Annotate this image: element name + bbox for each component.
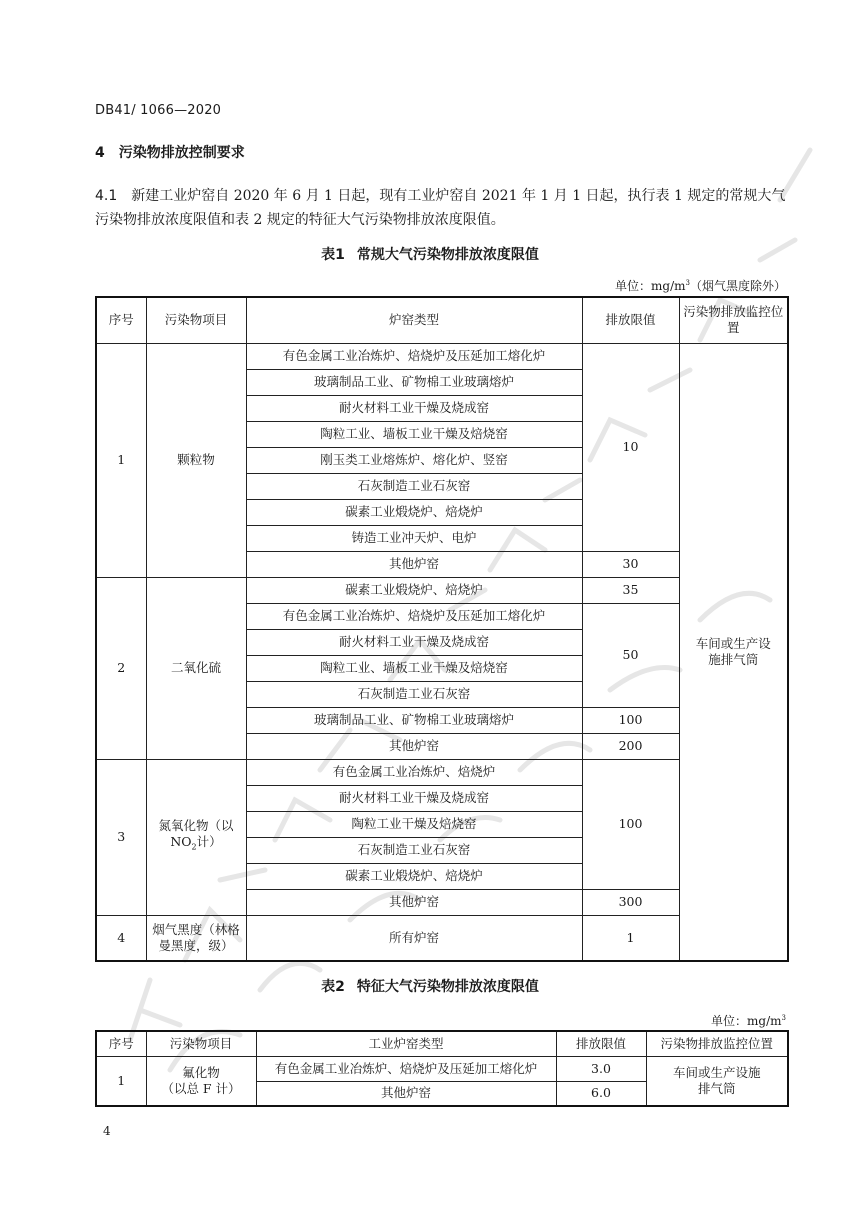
pollutant-cell: 颗粒物 bbox=[146, 343, 246, 577]
monitor-cell: 车间或生产设施排气筒 bbox=[679, 343, 788, 961]
kiln-cell: 石灰制造工业石灰窑 bbox=[246, 837, 582, 863]
kiln-cell: 有色金属工业冶炼炉、焙烧炉及压延加工熔化炉 bbox=[246, 603, 582, 629]
table1 bbox=[95, 296, 789, 962]
header-monitor: 污染物排放监控位置 bbox=[679, 297, 788, 343]
kiln-cell: 刚玉类工业熔炼炉、熔化炉、竖窑 bbox=[246, 447, 582, 473]
limit-cell: 100 bbox=[582, 707, 679, 733]
limit-cell: 35 bbox=[582, 577, 679, 603]
clause-4-1 bbox=[95, 184, 787, 232]
kiln-cell: 碳素工业煅烧炉、焙烧炉 bbox=[246, 863, 582, 889]
table2 bbox=[95, 1030, 789, 1107]
table2-label: 表2 bbox=[321, 979, 345, 995]
pollutant-cell bbox=[146, 1056, 256, 1106]
kiln-cell: 碳素工业煅烧炉、焙烧炉 bbox=[246, 499, 582, 525]
table-header-row bbox=[96, 1031, 788, 1056]
table2-unit-note: 单位：$mg/m^3$ bbox=[711, 1014, 786, 1028]
limit-cell: 3.0 bbox=[556, 1056, 646, 1081]
pollutant-line: 氮氧化物（以 bbox=[158, 818, 234, 834]
table1-label: 表1 bbox=[321, 247, 345, 263]
kiln-cell: 陶粒工业、墙板工业干燥及焙烧窑 bbox=[246, 655, 582, 681]
pollutant-cell: 二氧化硫 bbox=[146, 577, 246, 759]
kiln-cell: 铸造工业冲天炉、电炉 bbox=[246, 525, 582, 551]
header-limit: 排放限值 bbox=[582, 297, 679, 343]
table-header-row bbox=[96, 297, 788, 343]
kiln-cell: 陶粒工业、墙板工业干燥及焙烧窑 bbox=[246, 421, 582, 447]
document-id: DB41/ 1066—2020 bbox=[95, 103, 222, 118]
page-number: 4 bbox=[103, 1124, 111, 1138]
kiln-cell: 玻璃制品工业、矿物棉工业玻璃熔炉 bbox=[246, 369, 582, 395]
pollutant-line: 曼黑度，级） bbox=[158, 937, 234, 953]
table2-title: 特征大气污染物排放浓度限值 bbox=[356, 979, 539, 995]
limit-cell: 6.0 bbox=[556, 1081, 646, 1106]
seq-cell: 4 bbox=[96, 915, 146, 961]
table1-title: 常规大气污染物排放浓度限值 bbox=[356, 247, 539, 263]
seq-cell: 1 bbox=[96, 343, 146, 577]
kiln-cell: 陶粒工业干燥及焙烧窑 bbox=[246, 811, 582, 837]
kiln-cell: 石灰制造工业石灰窑 bbox=[246, 473, 582, 499]
kiln-cell: 碳素工业煅烧炉、焙烧炉 bbox=[246, 577, 582, 603]
seq-cell: 2 bbox=[96, 577, 146, 759]
monitor-cell bbox=[646, 1056, 788, 1106]
table-row bbox=[96, 343, 788, 369]
limit-cell: 30 bbox=[582, 551, 679, 577]
pollutant-line: $NO_2$计） bbox=[170, 834, 222, 852]
table2-caption bbox=[0, 976, 860, 996]
header-pollutant: 污染物项目 bbox=[146, 1031, 256, 1056]
pollutant-line: （以总 F 计） bbox=[161, 1080, 241, 1096]
kiln-cell: 玻璃制品工业、矿物棉工业玻璃熔炉 bbox=[246, 707, 582, 733]
pollutant-line: 氟化物 bbox=[182, 1064, 220, 1080]
section-heading bbox=[95, 142, 245, 162]
limit-cell: 1 bbox=[582, 915, 679, 961]
limit-cell: 200 bbox=[582, 733, 679, 759]
header-kiln-type: 工业炉窑类型 bbox=[256, 1031, 556, 1056]
table1-unit-note: 单位：$mg/m^3$（烟气黑度除外） bbox=[615, 279, 786, 293]
header-pollutant: 污染物项目 bbox=[146, 297, 246, 343]
limit-cell: 300 bbox=[582, 889, 679, 915]
pollutant-line: 烟气黑度（林格 bbox=[152, 921, 240, 937]
kiln-cell: 有色金属工业冶炼炉、焙烧炉 bbox=[246, 759, 582, 785]
clause-text: 新建工业炉窑自 2020 年 6 月 1 日起，现有工业炉窑自 2021 年 1 月 1 日起，执行表 1 规定的常规大气污染物排放浓度限值和表 2 规定的特征大气污染物排放浓度限值。 bbox=[95, 188, 786, 228]
kiln-cell: 有色金属工业冶炼炉、焙烧炉及压延加工熔化炉 bbox=[256, 1056, 556, 1081]
kiln-cell: 其他炉窑 bbox=[256, 1081, 556, 1106]
kiln-cell: 所有炉窑 bbox=[246, 915, 582, 961]
kiln-cell: 耐火材料工业干燥及烧成窑 bbox=[246, 395, 582, 421]
kiln-cell: 有色金属工业冶炼炉、焙烧炉及压延加工熔化炉 bbox=[246, 343, 582, 369]
kiln-cell: 其他炉窑 bbox=[246, 551, 582, 577]
table-row bbox=[96, 1056, 788, 1081]
pollutant-cell bbox=[146, 759, 246, 915]
limit-cell: 50 bbox=[582, 603, 679, 707]
monitor-line: 车间或生产设施 bbox=[672, 1064, 761, 1080]
header-limit: 排放限值 bbox=[556, 1031, 646, 1056]
seq-cell: 3 bbox=[96, 759, 146, 915]
header-seq: 序号 bbox=[96, 297, 146, 343]
limit-cell: 10 bbox=[582, 343, 679, 551]
kiln-cell: 其他炉窑 bbox=[246, 733, 582, 759]
header-kiln-type: 炉窑类型 bbox=[246, 297, 582, 343]
section-number: 4 bbox=[95, 145, 105, 161]
header-monitor: 污染物排放监控位置 bbox=[646, 1031, 788, 1056]
table1-caption bbox=[0, 244, 860, 264]
seq-cell: 1 bbox=[96, 1056, 146, 1106]
section-title: 污染物排放控制要求 bbox=[118, 145, 245, 161]
kiln-cell: 耐火材料工业干燥及烧成窑 bbox=[246, 785, 582, 811]
limit-cell: 100 bbox=[582, 759, 679, 889]
clause-number: 4.1 bbox=[95, 188, 118, 204]
pollutant-cell bbox=[146, 915, 246, 961]
kiln-cell: 其他炉窑 bbox=[246, 889, 582, 915]
header-seq: 序号 bbox=[96, 1031, 146, 1056]
kiln-cell: 石灰制造工业石灰窑 bbox=[246, 681, 582, 707]
monitor-line: 排气筒 bbox=[697, 1080, 736, 1096]
kiln-cell: 耐火材料工业干燥及烧成窑 bbox=[246, 629, 582, 655]
